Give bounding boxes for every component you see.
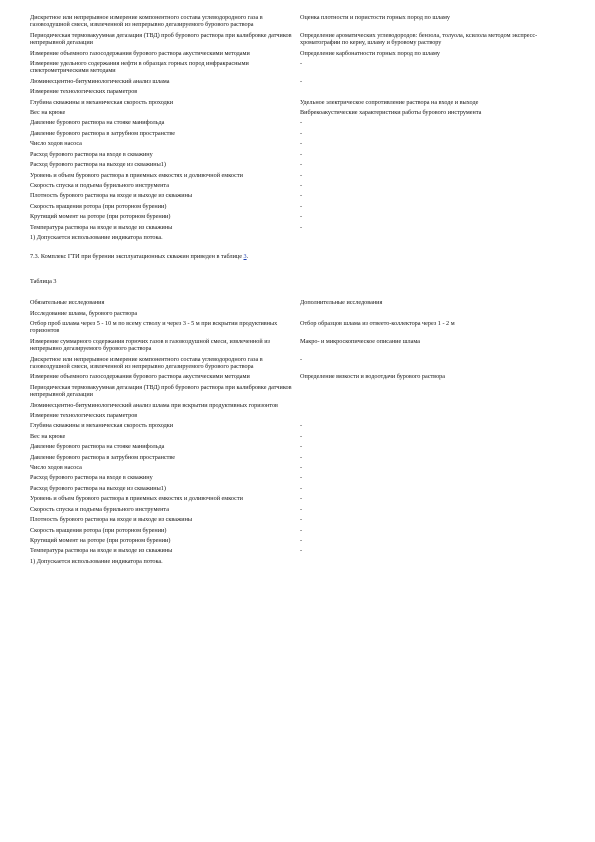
cell-additional: Определение ароматических углеводородов: бензола, толуола, ксилола методом экспресс-хроматографии по керну, шламу и буровому раствору (300, 31, 538, 47)
table-row (30, 412, 559, 422)
table-row (30, 454, 559, 464)
table-row (30, 14, 559, 32)
cell-mandatory: Периодическая термовакуумная дегазация (ТВД) проб бурового раствора при калибровке датчиков непрерывной дегазации (30, 383, 292, 399)
cell-mandatory: Крутящий момент на роторе (при роторном бурении) (30, 213, 171, 221)
cell-mandatory: Скорость спуска и подъема бурильного инструмента (30, 181, 169, 189)
table-row (30, 224, 559, 234)
table-row (30, 60, 559, 78)
table-continued-footnote: 1) Допускается использование индикатора потока. (30, 233, 163, 241)
table-3-caption: Таблица 3 (30, 277, 57, 285)
table-row (30, 88, 559, 98)
cell-mandatory: Скорость спуска и подъема бурильного инструмента (30, 505, 169, 513)
table-row (30, 485, 559, 495)
cell-mandatory: Плотность бурового раствора на входе и выходе из скважины (30, 192, 193, 200)
cell-mandatory: Люминесцентно-битуминологический анализ шлама (30, 77, 170, 85)
cell-additional: - (300, 422, 303, 430)
cell-additional: - (300, 495, 303, 503)
cell-mandatory: Измерение технологических параметров (30, 88, 138, 96)
table-row (30, 373, 559, 383)
cell-additional: - (300, 213, 303, 221)
cell-additional: - (300, 119, 303, 127)
table-row (30, 537, 559, 547)
cell-mandatory: Плотность бурового раствора на входе и выходе из скважины (30, 516, 193, 524)
cell-additional: - (300, 484, 303, 492)
cell-additional: - (300, 140, 303, 148)
cell-additional: - (300, 77, 303, 85)
table-3-header-row (30, 299, 559, 309)
cell-additional: Определение карбонатности горных пород по шламу (300, 49, 440, 57)
cell-additional (300, 88, 559, 98)
cell-additional: - (300, 223, 303, 231)
cell-additional: - (300, 516, 303, 524)
table-row (30, 402, 559, 412)
table-row (30, 474, 559, 484)
cell-additional: - (300, 181, 303, 189)
table-row (30, 506, 559, 516)
cell-mandatory: Измерение объемного газосодержания бурового раствора акустическими методами (30, 373, 250, 381)
cell-mandatory: Расход бурового раствора на выходе из скважины1) (30, 484, 166, 492)
cell-mandatory: Температура раствора на входе и выходе из скважины (30, 547, 173, 555)
cell-additional: - (300, 171, 303, 179)
table-row (30, 78, 559, 88)
table-3-footnote: 1) Допускается использование индикатора потока. (30, 557, 163, 565)
table-row (30, 32, 559, 50)
cell-mandatory: Давление бурового раствора в затрубном пространстве (30, 453, 176, 461)
cell-mandatory: Исследование шлама, бурового раствора (30, 309, 138, 317)
table-row (30, 109, 559, 119)
table-continued (30, 14, 559, 234)
header-mandatory: Обязательные исследования (30, 299, 105, 307)
cell-mandatory: Люминесцентно-битуминологический анализ шлама при вскрытии продуктивных горизонтов (30, 401, 278, 409)
cell-additional: - (300, 536, 303, 544)
table-row (30, 203, 559, 213)
table-row (30, 338, 559, 356)
table-row (30, 384, 559, 402)
cell-mandatory: Измерение суммарного содержания горючих газов в газовоздушной смеси, извлеченной из непрерывно дегазируемого бурового раствора (30, 337, 270, 353)
table-row (30, 182, 559, 192)
cell-mandatory: Отбор проб шлама через 5 - 10 м по всему стволу и через 3 - 5 м при вскрытии продуктивных горизонтов (30, 319, 278, 335)
table-row (30, 433, 559, 443)
cell-mandatory: Вес на крюке (30, 109, 66, 117)
cell-additional: - (300, 526, 303, 534)
cell-mandatory: Крутящий момент на роторе (при роторном бурении) (30, 536, 171, 544)
cell-additional: Оценка плотности и пористости горных пород по шламу (300, 14, 450, 21)
cell-mandatory: Дискретное или непрерывное измерение компонентного состава углеводородного газа в газовоздушной смеси, извлеченной из непрерывно дегазируемого бурового раствора (30, 355, 263, 370)
cell-mandatory: Уровень и объем бурового раствора в приемных емкостях и доливочной емкости (30, 495, 243, 503)
table-row (30, 310, 559, 320)
cell-additional: - (300, 505, 303, 513)
header-additional: Дополнительные исследования (300, 299, 383, 307)
table-row (30, 443, 559, 453)
cell-mandatory: Скорость вращения ротора (при роторном бурении) (30, 202, 167, 210)
table-row (30, 356, 559, 374)
table-row (30, 151, 559, 161)
cell-mandatory: Дискретное или непрерывное измерение компонентного состава углеводородного газа в газовоздушной смеси, извлеченной из непрерывно дегазируемого бурового раствора (30, 14, 263, 29)
cell-mandatory: Уровень и объем бурового раствора в приемных емкостях и доливочной емкости (30, 171, 243, 179)
cell-mandatory: Измерение технологических параметров (30, 412, 138, 420)
cell-mandatory: Глубина скважины и механическая скорость проходки (30, 98, 174, 106)
table-row (30, 192, 559, 202)
cell-additional: Удельное электрическое сопротивление раствора на входе и выходе (300, 98, 479, 106)
cell-mandatory: Периодическая термовакуумная дегазация (ТВД) проб бурового раствора при калибровке датчиков непрерывной дегазации (30, 31, 292, 47)
cell-mandatory: Глубина скважины и механическая скорость проходки (30, 422, 174, 430)
cell-mandatory: Скорость вращения ротора (при роторном бурении) (30, 526, 167, 534)
cell-mandatory: Вес на крюке (30, 432, 66, 440)
table-row (30, 464, 559, 474)
cell-additional: Макро- и микроскопическое описание шлама (300, 337, 420, 345)
cell-additional (300, 310, 559, 320)
cell-additional (300, 402, 559, 412)
table-row (30, 50, 559, 60)
table-row (30, 172, 559, 182)
cell-additional: - (300, 547, 303, 555)
cell-mandatory: Давление бурового раствора в затрубном пространстве (30, 129, 176, 137)
cell-additional (300, 412, 559, 422)
table-row (30, 422, 559, 432)
table-row (30, 213, 559, 223)
table-row (30, 130, 559, 140)
cell-additional: Отбор образцов шлама из отвеето-коллектора через 1 - 2 м (300, 319, 455, 327)
cell-mandatory: Давление бурового раствора на стояке манифольда (30, 443, 165, 451)
cell-mandatory: Давление бурового раствора на стояке манифольда (30, 119, 165, 127)
cell-additional: - (300, 443, 303, 451)
table-row (30, 99, 559, 109)
table-3 (30, 299, 559, 558)
cell-additional: - (300, 150, 303, 158)
table-row (30, 320, 559, 338)
table-row (30, 547, 559, 557)
table-row (30, 516, 559, 526)
cell-additional: Вибрекоакустические характеристики работы бурового инструмента (300, 109, 482, 117)
cell-mandatory: Измерение удельного содержания нефти в образцах горных пород инфракрасными спектрометрическими методами (30, 60, 249, 75)
cell-additional: - (300, 474, 303, 482)
cell-additional: Определение вязкости и водоотдачи бурового раствора (300, 373, 445, 381)
cell-mandatory: Число ходов насоса (30, 140, 82, 148)
cell-mandatory: Температура раствора на входе и выходе из скважины (30, 223, 173, 231)
cell-mandatory: Измерение объемного газосодержания бурового раствора акустическими методами (30, 49, 250, 57)
cell-mandatory: Расход бурового раствора на входе в скважину (30, 150, 153, 158)
paragraph-end: . (246, 253, 249, 261)
table-row (30, 527, 559, 537)
table-3-body (30, 310, 559, 558)
section-paragraph-7-3 (30, 253, 555, 260)
cell-mandatory: Число ходов насоса (30, 464, 82, 472)
cell-additional: - (300, 432, 303, 440)
cell-additional: - (300, 202, 303, 210)
cell-additional: - (300, 464, 303, 472)
cell-mandatory: Расход бурового раствора на выходе из скважины1) (30, 161, 166, 169)
paragraph-text: 7.3. Комплекс ГТИ при бурении эксплуатационных скважин приведен в таблице (30, 253, 244, 261)
cell-additional: - (300, 129, 303, 137)
table-row (30, 495, 559, 505)
cell-additional: - (300, 192, 303, 200)
cell-additional: - (300, 161, 303, 169)
cell-additional: - (300, 453, 303, 461)
cell-additional (300, 384, 559, 402)
table-row (30, 161, 559, 171)
cell-mandatory: Расход бурового раствора на входе в скважину (30, 474, 153, 482)
table-row (30, 119, 559, 129)
cell-additional: - (300, 60, 303, 68)
cell-additional: - (300, 355, 303, 363)
table-row (30, 140, 559, 150)
table-continued-body (30, 14, 559, 234)
table-3-link[interactable]: 3 (243, 253, 247, 261)
